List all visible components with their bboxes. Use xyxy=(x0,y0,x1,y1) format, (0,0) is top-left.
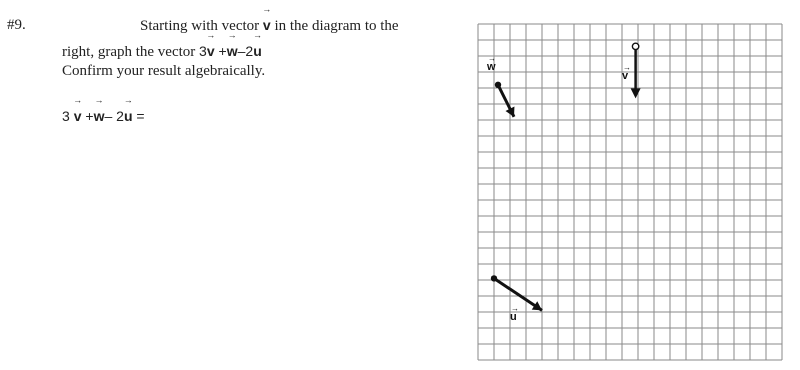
vector-label: v xyxy=(622,70,629,82)
vector-label: u xyxy=(510,311,517,323)
problem-number: #9. xyxy=(7,17,26,33)
vector-tail xyxy=(632,43,638,49)
answer-expression: 3 → v +→ w– 2→ u = xyxy=(62,107,145,125)
vector-u xyxy=(491,275,542,323)
problem-line-1: Starting with vector → v in the diagram to the xyxy=(140,16,399,35)
target-expression: 3→ v +→ w–2→ u xyxy=(199,43,262,59)
vector-label-arrow: → xyxy=(511,304,519,313)
vector-arrowhead xyxy=(631,88,641,98)
vector-v-symbol: → v xyxy=(263,16,271,34)
vector-label: w xyxy=(487,61,496,73)
problem-line-3: Confirm your result algebraically. xyxy=(62,63,266,79)
problem-line-2: right, graph the vector 3→ v +→ w–2→ u xyxy=(62,42,262,61)
vector-label-arrow: → xyxy=(623,63,631,72)
vector-label-arrow: → xyxy=(488,54,496,63)
